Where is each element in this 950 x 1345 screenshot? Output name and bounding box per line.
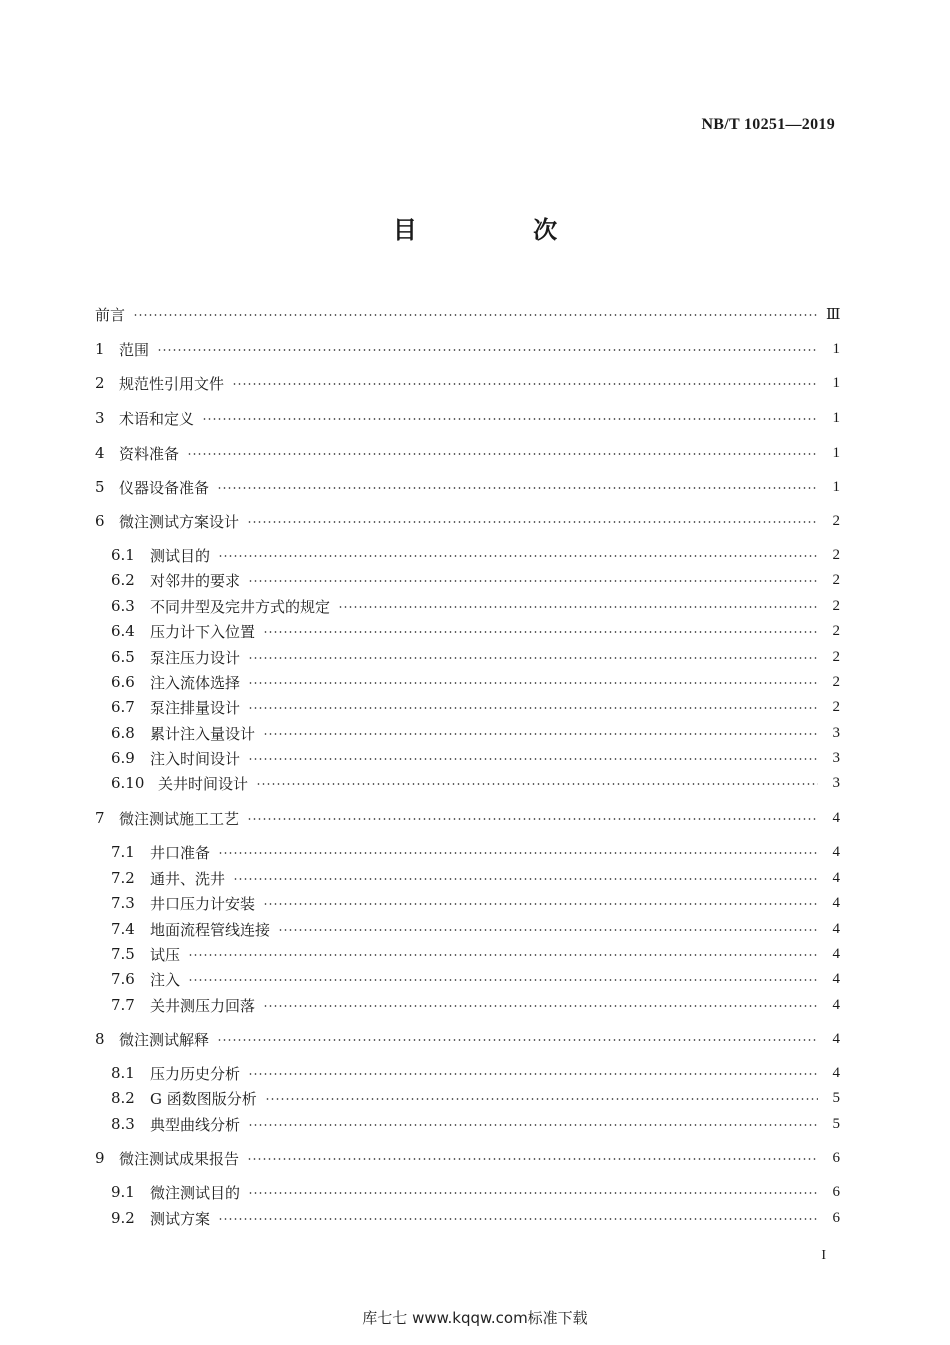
toc-entry[interactable]	[95, 840, 840, 864]
toc-entry-page: 4	[832, 920, 840, 937]
toc-entry-title: 注入	[150, 970, 181, 989]
toc-entry-title: 测试目的	[150, 546, 211, 565]
toc-entry-title: 术语和定义	[119, 409, 195, 428]
toc-entry-title: 前言	[95, 305, 126, 324]
toc-entry-title: 范围	[119, 340, 150, 359]
toc-entry-number: 9	[95, 1149, 105, 1167]
toc-entry-page: 1	[832, 374, 840, 391]
toc-entry-number: 7.1	[111, 843, 135, 861]
toc-entry-page: 3	[832, 724, 840, 741]
toc-entry[interactable]	[95, 1061, 840, 1085]
toc-entry-page: 6	[832, 1183, 840, 1200]
toc-entry-number: 6.6	[111, 673, 135, 691]
toc-entry[interactable]	[95, 891, 840, 915]
toc-entry[interactable]	[95, 371, 840, 395]
dot-leader	[218, 852, 818, 854]
toc-entry[interactable]	[95, 406, 840, 430]
toc-entry-title: 压力历史分析	[150, 1064, 241, 1083]
toc-entry-title: 典型曲线分析	[150, 1115, 241, 1134]
dot-leader	[233, 878, 818, 880]
toc-entry-page: 1	[832, 478, 840, 495]
toc-entry-title: 泵注排量设计	[150, 698, 241, 717]
toc-entry[interactable]	[95, 509, 840, 533]
toc-entry-page: 2	[832, 546, 840, 563]
toc-entry[interactable]	[95, 1146, 840, 1170]
toc-entry-title: 仪器设备准备	[119, 478, 210, 497]
toc-entry-page: 4	[832, 945, 840, 962]
dot-leader	[278, 929, 818, 931]
dot-leader	[247, 818, 818, 820]
toc-entry-number: 6	[95, 512, 105, 530]
toc-entry-page: 4	[832, 1030, 840, 1047]
dot-leader	[248, 580, 818, 582]
toc-entry[interactable]	[95, 337, 840, 361]
dot-leader	[217, 487, 818, 489]
toc-entry[interactable]	[95, 942, 840, 966]
toc-entry[interactable]	[95, 1180, 840, 1204]
toc-entry[interactable]	[95, 594, 840, 618]
toc-entry-title: 微注测试目的	[150, 1183, 241, 1202]
toc-entry-page: 1	[832, 409, 840, 426]
toc-entry-page: 4	[832, 970, 840, 987]
toc-entry[interactable]	[95, 441, 840, 465]
toc-entry-page: 2	[832, 597, 840, 614]
toc-entry-title: 注入时间设计	[150, 749, 241, 768]
dot-leader	[133, 314, 818, 316]
dot-leader	[263, 733, 818, 735]
toc-entry-number: 5	[95, 478, 105, 496]
dot-leader	[248, 758, 818, 760]
toc-entry-title: 通井、洗井	[150, 869, 226, 888]
dot-leader	[247, 521, 818, 523]
dot-leader	[157, 349, 818, 351]
toc-entry-number: 6.9	[111, 749, 135, 767]
toc-entry[interactable]	[95, 619, 840, 643]
toc-entry-number: 7.5	[111, 945, 135, 963]
toc-entry-page: 5	[832, 1115, 840, 1132]
toc-entry[interactable]	[95, 746, 840, 770]
toc-entry-page: Ⅲ	[826, 306, 841, 323]
toc-entry-number: 6.4	[111, 622, 135, 640]
toc-entry-title: 井口准备	[150, 843, 211, 862]
toc-entry[interactable]	[95, 967, 840, 991]
toc-entry-number: 8.3	[111, 1115, 135, 1133]
toc-entry-title: 泵注压力设计	[150, 648, 241, 667]
toc-entry-title: G 函数图版分析	[150, 1089, 257, 1108]
toc-entry-page: 2	[832, 698, 840, 715]
dot-leader	[248, 1124, 818, 1126]
toc-entry-title: 压力计下入位置	[150, 622, 256, 641]
toc-entry[interactable]	[95, 721, 840, 745]
toc-entry[interactable]	[95, 302, 840, 326]
dot-leader	[248, 657, 818, 659]
toc-entry-number: 6.3	[111, 597, 135, 615]
toc-entry-page: 5	[832, 1089, 840, 1106]
toc-entry-page: 2	[832, 673, 840, 690]
toc-entry-title: 不同井型及完井方式的规定	[150, 597, 331, 616]
toc-entry-number: 7.4	[111, 920, 135, 938]
dot-leader	[263, 631, 818, 633]
dot-leader	[338, 606, 818, 608]
toc-entry-title: 地面流程管线连接	[150, 920, 271, 939]
dot-leader	[187, 453, 818, 455]
toc-entry-number: 6.8	[111, 724, 135, 742]
toc-entry[interactable]	[95, 993, 840, 1017]
toc-entry[interactable]	[95, 1086, 840, 1110]
toc-entry-page: 4	[832, 996, 840, 1013]
toc-entry[interactable]	[95, 806, 840, 830]
toc-entry-title: 试压	[150, 945, 181, 964]
toc-entry-page: 2	[832, 571, 840, 588]
toc-entry-title: 资料准备	[119, 444, 180, 463]
toc-entry-number: 4	[95, 444, 105, 462]
toc-entry-title: 微注测试成果报告	[119, 1149, 240, 1168]
toc-entry[interactable]	[95, 917, 840, 941]
toc-entry-page: 1	[832, 340, 840, 357]
toc-entry-number: 1	[95, 340, 105, 358]
toc-entry-page: 4	[832, 894, 840, 911]
toc-entry-title: 微注测试方案设计	[119, 512, 240, 531]
toc-entry-number: 6.10	[111, 774, 145, 792]
dot-leader	[248, 1073, 818, 1075]
toc-entry-number: 6.7	[111, 698, 135, 716]
toc-entry-number: 9.2	[111, 1209, 135, 1227]
toc-entry-title: 井口压力计安装	[150, 894, 256, 913]
dot-leader	[248, 1192, 818, 1194]
toc-entry-number: 7.2	[111, 869, 135, 887]
toc-entry-title: 累计注入量设计	[150, 724, 256, 743]
toc-entry[interactable]	[95, 1027, 840, 1051]
toc-entry-page: 2	[832, 622, 840, 639]
toc-entry-page: 1	[832, 444, 840, 461]
footer-watermark: 库七七 www.kqqw.com标准下载	[362, 1309, 588, 1327]
toc-entry-number: 7.7	[111, 996, 135, 1014]
toc-entry-page: 3	[832, 749, 840, 766]
toc-entry-number: 7.6	[111, 970, 135, 988]
dot-leader	[218, 555, 818, 557]
toc-entry[interactable]	[95, 543, 840, 567]
toc-entry-number: 8	[95, 1030, 105, 1048]
toc-entry-number: 6.2	[111, 571, 135, 589]
page-number: I	[821, 1248, 826, 1263]
toc-entry-page: 2	[832, 512, 840, 529]
toc-entry[interactable]	[95, 695, 840, 719]
dot-leader	[188, 954, 818, 956]
toc-entry-number: 8.2	[111, 1089, 135, 1107]
toc-entry-page: 2	[832, 648, 840, 665]
toc-entry[interactable]	[95, 670, 840, 694]
dot-leader	[265, 1098, 818, 1100]
page-title: 目 次	[392, 216, 612, 244]
toc-entry-title: 微注测试施工工艺	[119, 809, 240, 828]
toc-entry[interactable]	[95, 771, 840, 795]
toc-entry[interactable]	[95, 1206, 840, 1230]
toc-entry-page: 3	[832, 774, 840, 791]
toc-entry-page: 6	[832, 1149, 840, 1166]
dot-leader	[188, 979, 818, 981]
dot-leader	[218, 1218, 818, 1220]
toc-entry-number: 3	[95, 409, 105, 427]
toc-entry[interactable]	[95, 475, 840, 499]
standard-code: NB/T 10251—2019	[701, 116, 835, 133]
toc-entry-title: 关井测压力回落	[150, 996, 256, 1015]
dot-leader	[248, 707, 818, 709]
toc-entry-page: 4	[832, 869, 840, 886]
toc-entry-title: 对邻井的要求	[150, 571, 241, 590]
dot-leader	[263, 903, 818, 905]
dot-leader	[232, 383, 818, 385]
toc-entry-page: 4	[832, 809, 840, 826]
toc-entry[interactable]	[95, 866, 840, 890]
dot-leader	[263, 1005, 818, 1007]
dot-leader	[217, 1039, 818, 1041]
toc-entry[interactable]	[95, 1112, 840, 1136]
dot-leader	[202, 418, 818, 420]
toc-entry-title: 关井时间设计	[158, 774, 249, 793]
dot-leader	[256, 783, 818, 785]
dot-leader	[248, 682, 818, 684]
toc-entry-title: 规范性引用文件	[119, 374, 225, 393]
toc-entry-number: 6.1	[111, 546, 135, 564]
toc-entry[interactable]	[95, 645, 840, 669]
toc-entry-page: 4	[832, 1064, 840, 1081]
toc-entry-number: 6.5	[111, 648, 135, 666]
toc-entry-title: 微注测试解释	[119, 1030, 210, 1049]
toc-entry-page: 6	[832, 1209, 840, 1226]
toc-entry[interactable]	[95, 568, 840, 592]
toc-entry-number: 2	[95, 374, 105, 392]
toc-entry-number: 7.3	[111, 894, 135, 912]
toc-entry-number: 7	[95, 809, 105, 827]
toc-entry-title: 注入流体选择	[150, 673, 241, 692]
toc-entry-page: 4	[832, 843, 840, 860]
dot-leader	[247, 1158, 818, 1160]
toc-entry-number: 9.1	[111, 1183, 135, 1201]
toc-entry-title: 测试方案	[150, 1209, 211, 1228]
toc-entry-number: 8.1	[111, 1064, 135, 1082]
